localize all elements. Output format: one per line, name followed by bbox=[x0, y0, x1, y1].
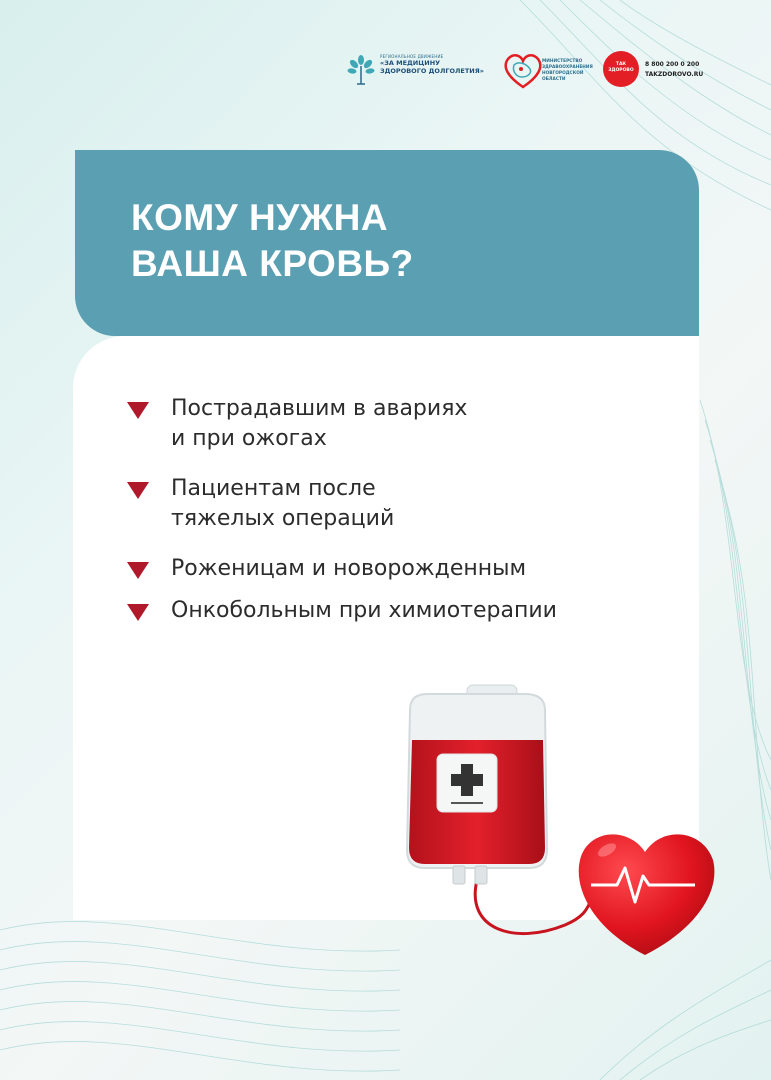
list-item-line: Онкобольным при химиотерапии bbox=[171, 598, 557, 623]
ministry-line-1: МИНИСТЕРСТВО bbox=[542, 59, 583, 64]
ministry-line-3: НОВГОРОДСКОЙ bbox=[542, 71, 584, 76]
movement-logo bbox=[345, 50, 490, 90]
red-triangle-icon bbox=[127, 482, 149, 499]
blood-donation-illustration bbox=[395, 680, 735, 980]
red-triangle-icon bbox=[127, 562, 149, 579]
hotline-site: TAKZDOROVO.RU bbox=[645, 71, 704, 78]
hotline-phone: 8 800 200 0 200 bbox=[645, 61, 700, 68]
ministry-line-2: ЗДРАВООХРАНЕНИЯ bbox=[542, 65, 593, 70]
list-item-line: и при ожогах bbox=[171, 426, 327, 451]
hotline-badge-text: ТАК ЗДОРОВО bbox=[608, 62, 634, 73]
list-item bbox=[125, 554, 685, 584]
ministry-logo bbox=[500, 47, 600, 93]
page-title-line-2: ВАША КРОВЬ? bbox=[131, 243, 414, 284]
list-item bbox=[125, 474, 685, 534]
blood-bag-icon bbox=[407, 685, 547, 884]
list-item-line: тяжелых операций bbox=[171, 506, 395, 531]
tree-of-life-icon bbox=[347, 54, 375, 86]
heart-map-icon bbox=[500, 47, 546, 93]
list-item bbox=[125, 596, 685, 626]
movement-name-line-2: ЗДОРОВОГО ДОЛГОЛЕТИЯ» bbox=[380, 67, 484, 75]
page-title bbox=[131, 195, 414, 287]
page-title-line-1: КОМУ НУЖНА bbox=[131, 197, 389, 238]
movement-caption: РЕГИОНАЛЬНОЕ ДВИЖЕНИЕ bbox=[380, 54, 444, 59]
red-triangle-icon bbox=[127, 604, 149, 621]
list-item bbox=[125, 394, 685, 454]
logo-bar bbox=[345, 45, 705, 95]
hotline-badge bbox=[603, 51, 639, 87]
list-item-line: Пострадавшим в авариях bbox=[171, 396, 468, 421]
heart-pulse-icon bbox=[579, 834, 715, 955]
movement-name-line-1: «ЗА МЕДИЦИНУ bbox=[380, 59, 441, 67]
recipients-list bbox=[125, 394, 685, 638]
red-triangle-icon bbox=[127, 402, 149, 419]
ministry-line-4: ОБЛАСТИ bbox=[542, 77, 566, 82]
header-box bbox=[75, 150, 699, 336]
hotline-logo bbox=[603, 49, 705, 89]
list-item-line: Роженицам и новорожденным bbox=[171, 556, 527, 581]
list-item-line: Пациентам после bbox=[171, 476, 376, 501]
